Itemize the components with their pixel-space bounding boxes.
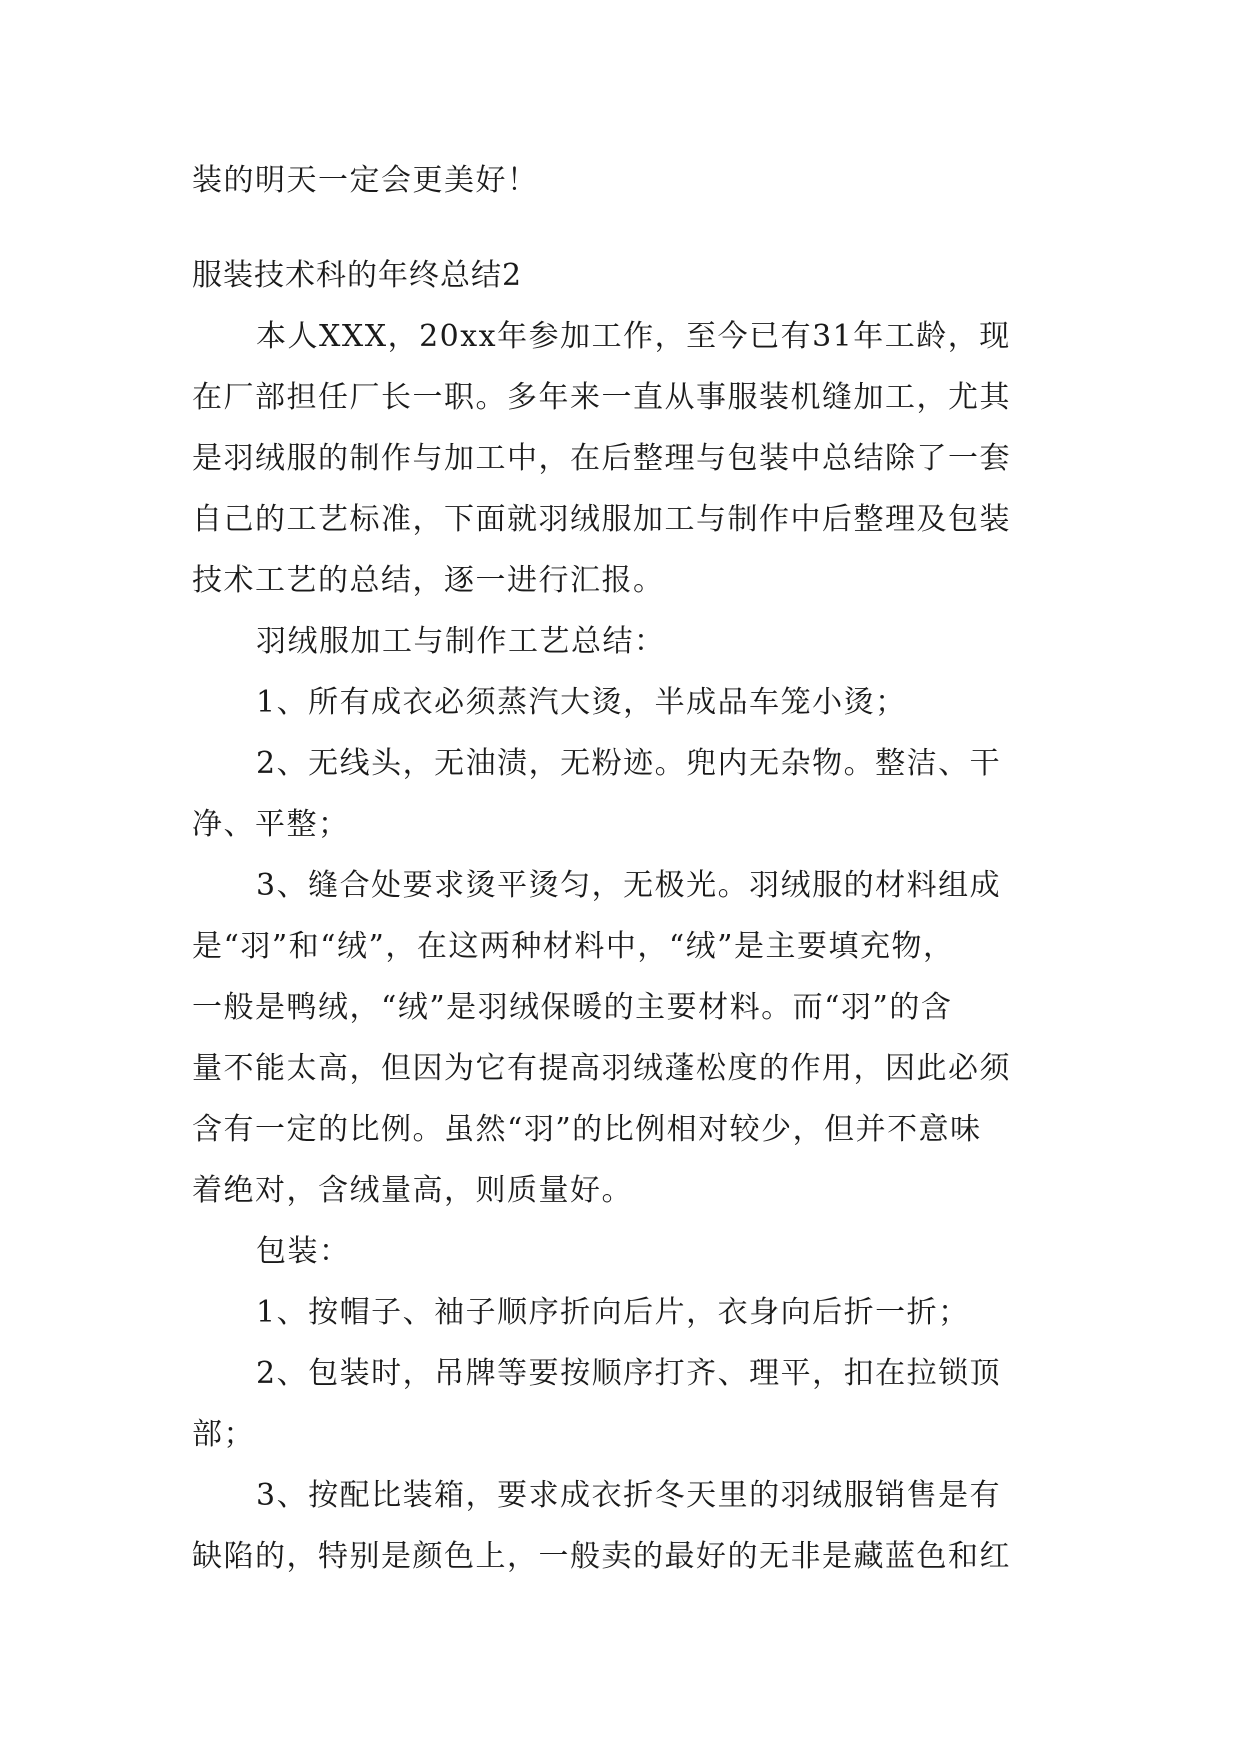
text-line: 着绝对，含绒量高，则质量好。	[192, 1173, 633, 1208]
text-line: 是“羽”和“绒”，在这两种材料中，“绒”是主要填充物，	[192, 929, 955, 964]
text-line: 装的明天一定会更美好！	[192, 163, 539, 198]
text-line: 自己的工艺标准，下面就羽绒服加工与制作中后整理及包装	[192, 502, 1011, 537]
section-title: 服装技术科的年终总结2	[192, 258, 523, 293]
text-line: 本人XXX，20xx年参加工作，至今已有31年工龄，现	[256, 319, 1011, 354]
text-line: 量不能太高，但因为它有提高羽绒蓬松度的作用，因此必须	[192, 1051, 1011, 1086]
text-line: 在厂部担任厂长一职。多年来一直从事服装机缝加工，尤其	[192, 380, 1011, 415]
text-line: 缺陷的，特别是颜色上，一般卖的最好的无非是藏蓝色和红	[192, 1539, 1011, 1574]
text-line: 2、无线头，无油渍，无粉迹。兜内无杂物。整洁、干	[256, 746, 1002, 781]
paragraph-gap	[192, 211, 1052, 245]
text-line: 包装：	[256, 1234, 351, 1269]
text-line: 是羽绒服的制作与加工中，在后整理与包装中总结除了一套	[192, 441, 1011, 476]
text-line: 技术工艺的总结，逐一进行汇报。	[192, 563, 665, 598]
document-body	[192, 150, 1052, 1587]
text-line: 3、缝合处要求烫平烫匀，无极光。羽绒服的材料组成	[256, 868, 1002, 903]
text-line: 1、所有成衣必须蒸汽大烫，半成品车笼小烫；	[256, 685, 907, 720]
text-line: 1、按帽子、袖子顺序折向后片，衣身向后折一折；	[256, 1295, 970, 1330]
text-line: 羽绒服加工与制作工艺总结：	[256, 624, 666, 659]
text-line: 净、平整；	[192, 807, 350, 842]
text-line: 部；	[192, 1417, 255, 1452]
text-line: 2、包装时，吊牌等要按顺序打齐、理平，扣在拉锁顶	[256, 1356, 1002, 1391]
text-line: 3、按配比装箱，要求成衣折冬天里的羽绒服销售是有	[256, 1478, 1002, 1513]
text-line: 一般是鸭绒，“绒”是羽绒保暖的主要材料。而“羽”的含	[192, 990, 953, 1025]
text-line: 含有一定的比例。虽然“羽”的比例相对较少，但并不意味	[192, 1112, 982, 1147]
